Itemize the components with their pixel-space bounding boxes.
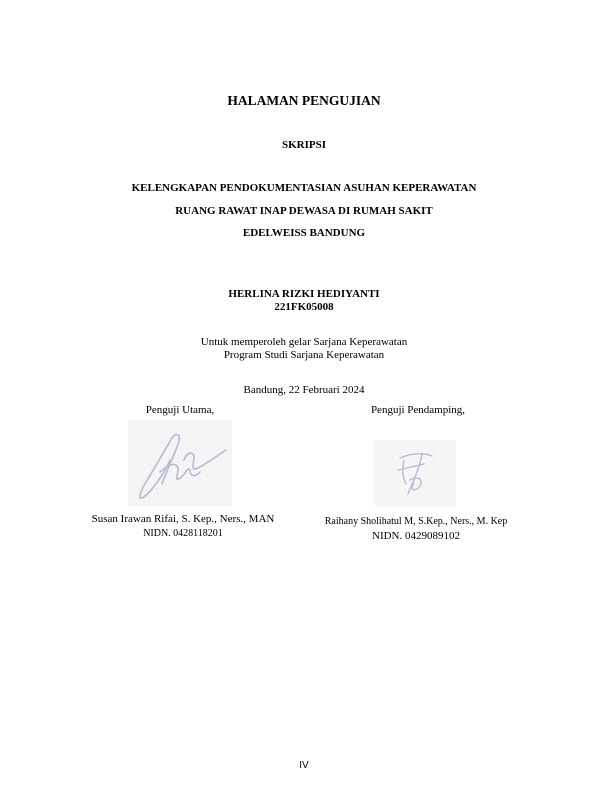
- author-name: HERLINA RIZKI HEDIYANTI: [228, 288, 380, 300]
- purpose-line-2: Program Studi Sarjana Keperawatan: [223, 349, 385, 361]
- thesis-title-line-3: EDELWEISS BANDUNG: [242, 227, 366, 239]
- thesis-title-line-2: RUANG RAWAT INAP DEWASA DI RUMAH SAKIT: [175, 205, 433, 217]
- document-type: SKRIPSI: [281, 139, 327, 151]
- thesis-title-line-1: KELENGKAPAN PENDOKUMENTASIAN ASUHAN KEPERAWATAN: [131, 182, 477, 194]
- author-student-id: 221FK05008: [274, 301, 334, 313]
- primary-examiner-name: Susan Irawan Rifai, S. Kep., Ners., MAN: [91, 513, 275, 525]
- secondary-examiner-nidn: NIDN. 0429089102: [372, 530, 460, 542]
- primary-examiner-nidn: NIDN. 0428118201: [143, 528, 223, 539]
- secondary-examiner-name: Raihany Sholihatul M, S.Kep., Ners., M. Kep: [324, 516, 508, 527]
- secondary-examiner-role: Penguji Pendamping,: [370, 404, 466, 416]
- page-number: IV: [299, 760, 309, 771]
- purpose-line-1: Untuk memperoleh gelar Sarjana Keperawatan: [200, 336, 408, 348]
- primary-examiner-signature: [128, 420, 232, 506]
- primary-examiner-role: Penguji Utama,: [145, 404, 215, 416]
- secondary-examiner-signature: [374, 440, 456, 506]
- place-date: Bandung, 22 Februari 2024: [243, 384, 365, 396]
- page-heading: HALAMAN PENGUJIAN: [227, 93, 381, 108]
